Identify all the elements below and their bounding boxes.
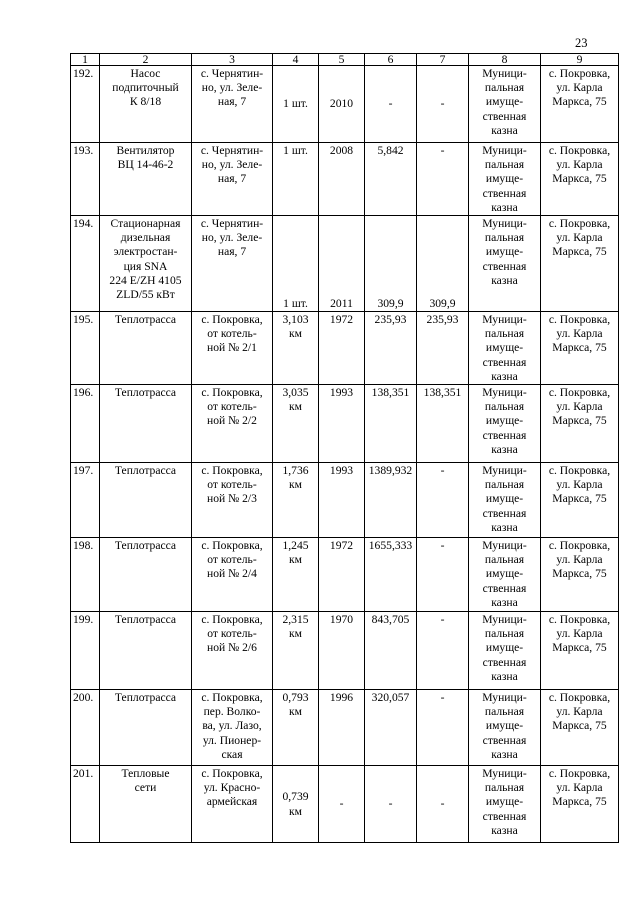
item-holder-address	[541, 216, 619, 312]
item-name-line: дизельная	[120, 231, 171, 245]
item-value-col6: -	[365, 766, 417, 843]
table-row	[71, 690, 619, 766]
item-quantity-line: 2,315	[282, 613, 309, 627]
item-name-line: Теплотрасса	[114, 313, 177, 327]
item-holder-address-line: с. Покровка,	[548, 67, 611, 80]
column-number: 3	[192, 54, 273, 66]
item-address-line: ной № 2/2	[207, 414, 257, 428]
item-owner-line: ственная	[482, 259, 527, 273]
item-owner-line: казна	[491, 200, 518, 214]
item-quantity-line: км	[289, 478, 302, 492]
item-quantity	[273, 612, 319, 690]
item-year: -	[319, 766, 365, 843]
column-number: 2	[100, 54, 192, 66]
item-name	[100, 312, 192, 385]
column-number: 9	[541, 54, 619, 66]
item-address-line: ная, 7	[217, 172, 247, 186]
item-name	[100, 690, 192, 766]
item-value-col6: 1389,932	[365, 463, 417, 538]
item-name	[100, 143, 192, 216]
item-address-line: с. Покровка,	[201, 539, 263, 553]
item-address	[192, 143, 273, 216]
item-value-col7: 309,9	[417, 216, 469, 312]
item-address	[192, 312, 273, 385]
column-number: 8	[469, 54, 541, 66]
item-owner-line: имуще-	[485, 641, 524, 655]
item-quantity	[273, 766, 319, 843]
item-holder-address	[541, 612, 619, 690]
item-year: 1993	[319, 385, 365, 463]
item-address-line: ной № 2/3	[207, 492, 257, 506]
item-owner-line: имуще-	[485, 95, 524, 109]
item-address	[192, 463, 273, 538]
item-quantity	[273, 385, 319, 463]
item-owner-line: казна	[491, 669, 518, 683]
item-address-line: ной № 2/4	[207, 567, 257, 581]
item-quantity-line: 3,103	[282, 313, 309, 327]
item-address	[192, 690, 273, 766]
item-owner-line: пальная	[484, 81, 525, 95]
table-row	[71, 312, 619, 385]
item-holder-address-line: ул. Карла	[556, 81, 603, 95]
item-owner-line: имуще-	[485, 245, 524, 259]
item-address-line: с. Покровка,	[201, 464, 263, 478]
table-row	[71, 66, 619, 143]
item-name-line: Тепловые	[121, 767, 170, 781]
row-number: 200.	[71, 690, 100, 766]
row-number: 193.	[71, 143, 100, 216]
item-quantity-line: 3,035	[282, 386, 309, 400]
item-name	[100, 538, 192, 612]
item-quantity	[273, 216, 319, 312]
table-row	[71, 143, 619, 216]
item-owner-line: Муници-	[482, 217, 527, 231]
table-row	[71, 385, 619, 463]
item-address-line: от котель-	[207, 627, 257, 641]
item-quantity	[273, 312, 319, 385]
item-owner-line: Муници-	[482, 464, 527, 478]
item-owner-line: пальная	[484, 553, 525, 567]
item-owner-line: казна	[491, 123, 518, 137]
item-name	[100, 766, 192, 843]
item-address-line: с. Покровка,	[201, 691, 263, 705]
item-owner-line: пальная	[484, 478, 525, 492]
item-value-col7: -	[417, 143, 469, 216]
item-holder-address-line: Маркса, 75	[552, 341, 607, 355]
item-value-col7: -	[417, 66, 469, 143]
row-number: 192.	[71, 66, 100, 143]
item-owner-line: казна	[491, 273, 518, 287]
item-quantity-line: 0,739	[282, 790, 309, 804]
item-holder-address-line: ул. Карла	[556, 627, 603, 641]
item-name	[100, 612, 192, 690]
item-value-col7: -	[417, 612, 469, 690]
item-quantity-line: км	[289, 553, 302, 567]
property-registry-table	[70, 53, 619, 843]
item-owner	[469, 66, 541, 143]
item-address-line: с. Чернятин-	[200, 217, 264, 231]
item-owner-line: имуще-	[485, 567, 524, 581]
item-owner-line: имуще-	[485, 795, 524, 809]
item-holder-address-line: Маркса, 75	[552, 245, 607, 259]
item-owner-line: казна	[491, 595, 518, 609]
item-name	[100, 463, 192, 538]
item-owner	[469, 690, 541, 766]
table-row	[71, 463, 619, 538]
item-quantity-line: 0,793	[282, 691, 309, 705]
item-owner-line: Муници-	[482, 67, 527, 80]
item-address	[192, 538, 273, 612]
item-owner-line: ственная	[482, 581, 527, 595]
item-address-line: ул. Пионер-	[202, 733, 262, 747]
item-owner-line: пальная	[484, 781, 525, 795]
item-address	[192, 66, 273, 143]
row-number: 199.	[71, 612, 100, 690]
item-address-line: от котель-	[207, 327, 257, 341]
item-address-line: но, ул. Зеле-	[201, 81, 263, 95]
item-quantity	[273, 538, 319, 612]
item-address-line: ская	[221, 747, 243, 761]
row-number: 195.	[71, 312, 100, 385]
item-address	[192, 385, 273, 463]
item-quantity-line: 1,245	[282, 539, 309, 553]
item-owner	[469, 143, 541, 216]
item-holder-address-line: с. Покровка,	[548, 767, 611, 781]
item-holder-address-line: с. Покровка,	[548, 386, 611, 400]
item-address-line: но, ул. Зеле-	[201, 231, 263, 245]
item-holder-address	[541, 690, 619, 766]
item-owner-line: Муници-	[482, 144, 527, 157]
item-quantity-line: 1 шт.	[283, 144, 308, 157]
item-address-line: с. Покровка,	[201, 386, 263, 400]
item-name-line: электростан-	[113, 245, 178, 259]
column-number: 6	[365, 54, 417, 66]
item-holder-address-line: Маркса, 75	[552, 492, 607, 506]
item-owner	[469, 312, 541, 385]
item-holder-address-line: с. Покровка,	[548, 217, 611, 231]
item-holder-address-line: Маркса, 75	[552, 567, 607, 581]
item-address-line: пер. Волко-	[203, 705, 261, 719]
item-owner-line: казна	[491, 823, 518, 837]
item-owner-line: казна	[491, 747, 518, 761]
item-holder-address	[541, 66, 619, 143]
item-value-col6: -	[365, 66, 417, 143]
item-holder-address-line: ул. Карла	[556, 553, 603, 567]
item-name-line: ZLD/55 кВт	[116, 288, 175, 302]
item-owner-line: Муници-	[482, 539, 527, 553]
item-name-line: ВЦ 14-46-2	[117, 158, 174, 172]
item-address-line: но, ул. Зеле-	[201, 158, 263, 172]
item-holder-address-line: ул. Карла	[556, 158, 603, 172]
item-holder-address-line: ул. Карла	[556, 781, 603, 795]
item-address-line: с. Чернятин-	[200, 144, 264, 157]
row-number: 197.	[71, 463, 100, 538]
item-name-line: Теплотрасса	[114, 464, 177, 478]
item-quantity-line: 1 шт.	[283, 97, 308, 111]
item-year: 1972	[319, 312, 365, 385]
item-name-line: Стационарная	[110, 217, 181, 231]
item-name-line: сети	[134, 781, 157, 795]
item-owner-line: имуще-	[485, 341, 524, 355]
item-quantity	[273, 690, 319, 766]
item-name-line: 224 E/ZH 4105	[109, 273, 182, 287]
item-address-line: ной № 2/6	[207, 641, 257, 655]
item-owner	[469, 766, 541, 843]
item-name	[100, 66, 192, 143]
item-quantity	[273, 463, 319, 538]
item-address	[192, 612, 273, 690]
item-holder-address-line: Маркса, 75	[552, 414, 607, 428]
item-value-col6: 138,351	[365, 385, 417, 463]
item-owner-line: ственная	[482, 186, 527, 200]
row-number: 201.	[71, 766, 100, 843]
column-number: 5	[319, 54, 365, 66]
item-owner-line: имуще-	[485, 492, 524, 506]
item-quantity-line: км	[289, 804, 302, 818]
item-quantity	[273, 66, 319, 143]
item-holder-address-line: ул. Карла	[556, 400, 603, 414]
item-holder-address-line: с. Покровка,	[548, 313, 611, 327]
item-value-col6: 235,93	[365, 312, 417, 385]
item-holder-address-line: с. Покровка,	[548, 144, 611, 157]
item-holder-address-line: ул. Карла	[556, 705, 603, 719]
item-holder-address	[541, 463, 619, 538]
item-holder-address-line: Маркса, 75	[552, 641, 607, 655]
table-row	[71, 216, 619, 312]
item-quantity-line: 1,736	[282, 464, 309, 478]
item-holder-address-line: с. Покровка,	[548, 613, 611, 627]
item-owner-line: Муници-	[482, 313, 527, 327]
item-holder-address	[541, 538, 619, 612]
item-owner-line: Муници-	[482, 691, 527, 705]
item-name	[100, 216, 192, 312]
item-holder-address-line: с. Покровка,	[548, 464, 611, 478]
item-value-col7: -	[417, 463, 469, 538]
item-name-line: Теплотрасса	[114, 691, 177, 705]
item-owner	[469, 385, 541, 463]
item-quantity-line: км	[289, 627, 302, 641]
item-address-line: ул. Красно-	[203, 781, 261, 795]
item-year: 1970	[319, 612, 365, 690]
item-name-line: Насос	[130, 67, 161, 80]
item-holder-address-line: Маркса, 75	[552, 95, 607, 109]
column-number: 7	[417, 54, 469, 66]
item-holder-address	[541, 766, 619, 843]
item-owner	[469, 538, 541, 612]
page-number: 23	[575, 36, 588, 50]
table-row	[71, 612, 619, 690]
item-address-line: ва, ул. Лазо,	[202, 719, 262, 733]
item-owner-line: казна	[491, 442, 518, 456]
item-value-col7: -	[417, 538, 469, 612]
item-owner-line: ственная	[482, 733, 527, 747]
item-owner-line: пальная	[484, 400, 525, 414]
item-address-line: ной № 2/1	[207, 341, 257, 355]
item-owner-line: имуще-	[485, 414, 524, 428]
item-address-line: от котель-	[207, 478, 257, 492]
item-name-line: Теплотрасса	[114, 386, 177, 400]
item-value-col7: 235,93	[417, 312, 469, 385]
item-owner-line: пальная	[484, 327, 525, 341]
item-name-line: К 8/18	[129, 95, 162, 109]
item-owner-line: Муници-	[482, 767, 527, 781]
item-value-col6: 309,9	[365, 216, 417, 312]
item-year: 2010	[319, 66, 365, 143]
item-owner-line: пальная	[484, 231, 525, 245]
item-address-line: от котель-	[207, 400, 257, 414]
item-owner-line: ственная	[482, 506, 527, 520]
item-value-col7: -	[417, 690, 469, 766]
item-address-line: с. Чернятин-	[200, 67, 264, 80]
item-owner-line: ственная	[482, 109, 527, 123]
item-address-line: ная, 7	[217, 95, 247, 109]
item-address-line: от котель-	[207, 553, 257, 567]
column-number: 4	[273, 54, 319, 66]
table-row	[71, 766, 619, 843]
item-holder-address	[541, 312, 619, 385]
item-owner-line: ственная	[482, 655, 527, 669]
item-holder-address-line: ул. Карла	[556, 231, 603, 245]
item-name-line: Теплотрасса	[114, 539, 177, 553]
item-quantity-line: км	[289, 705, 302, 719]
item-name-line: Теплотрасса	[114, 613, 177, 627]
item-owner-line: казна	[491, 369, 518, 383]
item-address	[192, 216, 273, 312]
item-holder-address-line: Маркса, 75	[552, 795, 607, 809]
item-owner-line: Муници-	[482, 386, 527, 400]
item-owner-line: Муници-	[482, 613, 527, 627]
item-address-line: ная, 7	[217, 245, 247, 259]
item-holder-address	[541, 385, 619, 463]
item-owner-line: казна	[491, 520, 518, 534]
item-address-line: с. Покровка,	[201, 313, 263, 327]
item-address	[192, 766, 273, 843]
item-name-line: Вентилятор	[116, 144, 175, 157]
item-owner-line: ственная	[482, 809, 527, 823]
item-owner-line: пальная	[484, 627, 525, 641]
item-holder-address-line: с. Покровка,	[548, 691, 611, 705]
item-name-line: ция SNA	[123, 259, 168, 273]
item-holder-address-line: Маркса, 75	[552, 172, 607, 186]
item-name-line: подпиточный	[112, 81, 179, 95]
item-quantity-line: 1 шт.	[283, 296, 308, 310]
item-year: 1993	[319, 463, 365, 538]
item-owner-line: имуще-	[485, 172, 524, 186]
item-value-col6: 843,705	[365, 612, 417, 690]
row-number: 196.	[71, 385, 100, 463]
item-value-col6: 1655,333	[365, 538, 417, 612]
column-number: 1	[71, 54, 100, 66]
item-holder-address-line: с. Покровка,	[548, 539, 611, 553]
item-owner-line: имуще-	[485, 719, 524, 733]
item-holder-address-line: ул. Карла	[556, 478, 603, 492]
registry-body	[71, 54, 619, 843]
item-year: 2011	[319, 216, 365, 312]
item-year: 1996	[319, 690, 365, 766]
item-quantity-line: км	[289, 400, 302, 414]
item-holder-address-line: ул. Карла	[556, 327, 603, 341]
item-owner-line: пальная	[484, 158, 525, 172]
item-owner	[469, 612, 541, 690]
item-owner-line: ственная	[482, 428, 527, 442]
table-row	[71, 538, 619, 612]
item-quantity-line: км	[289, 327, 302, 341]
item-owner	[469, 463, 541, 538]
item-address-line: с. Покровка,	[201, 613, 263, 627]
column-number-row	[71, 54, 619, 66]
item-quantity	[273, 143, 319, 216]
item-owner-line: ственная	[482, 355, 527, 369]
item-value-col6: 5,842	[365, 143, 417, 216]
item-value-col7: 138,351	[417, 385, 469, 463]
item-year: 1972	[319, 538, 365, 612]
item-address-line: армейская	[206, 795, 258, 809]
item-holder-address-line: Маркса, 75	[552, 719, 607, 733]
item-name	[100, 385, 192, 463]
item-year: 2008	[319, 143, 365, 216]
row-number: 198.	[71, 538, 100, 612]
row-number: 194.	[71, 216, 100, 312]
item-owner	[469, 216, 541, 312]
item-holder-address	[541, 143, 619, 216]
item-owner-line: пальная	[484, 705, 525, 719]
item-value-col6: 320,057	[365, 690, 417, 766]
item-address-line: с. Покровка,	[201, 767, 263, 781]
item-value-col7: -	[417, 766, 469, 843]
